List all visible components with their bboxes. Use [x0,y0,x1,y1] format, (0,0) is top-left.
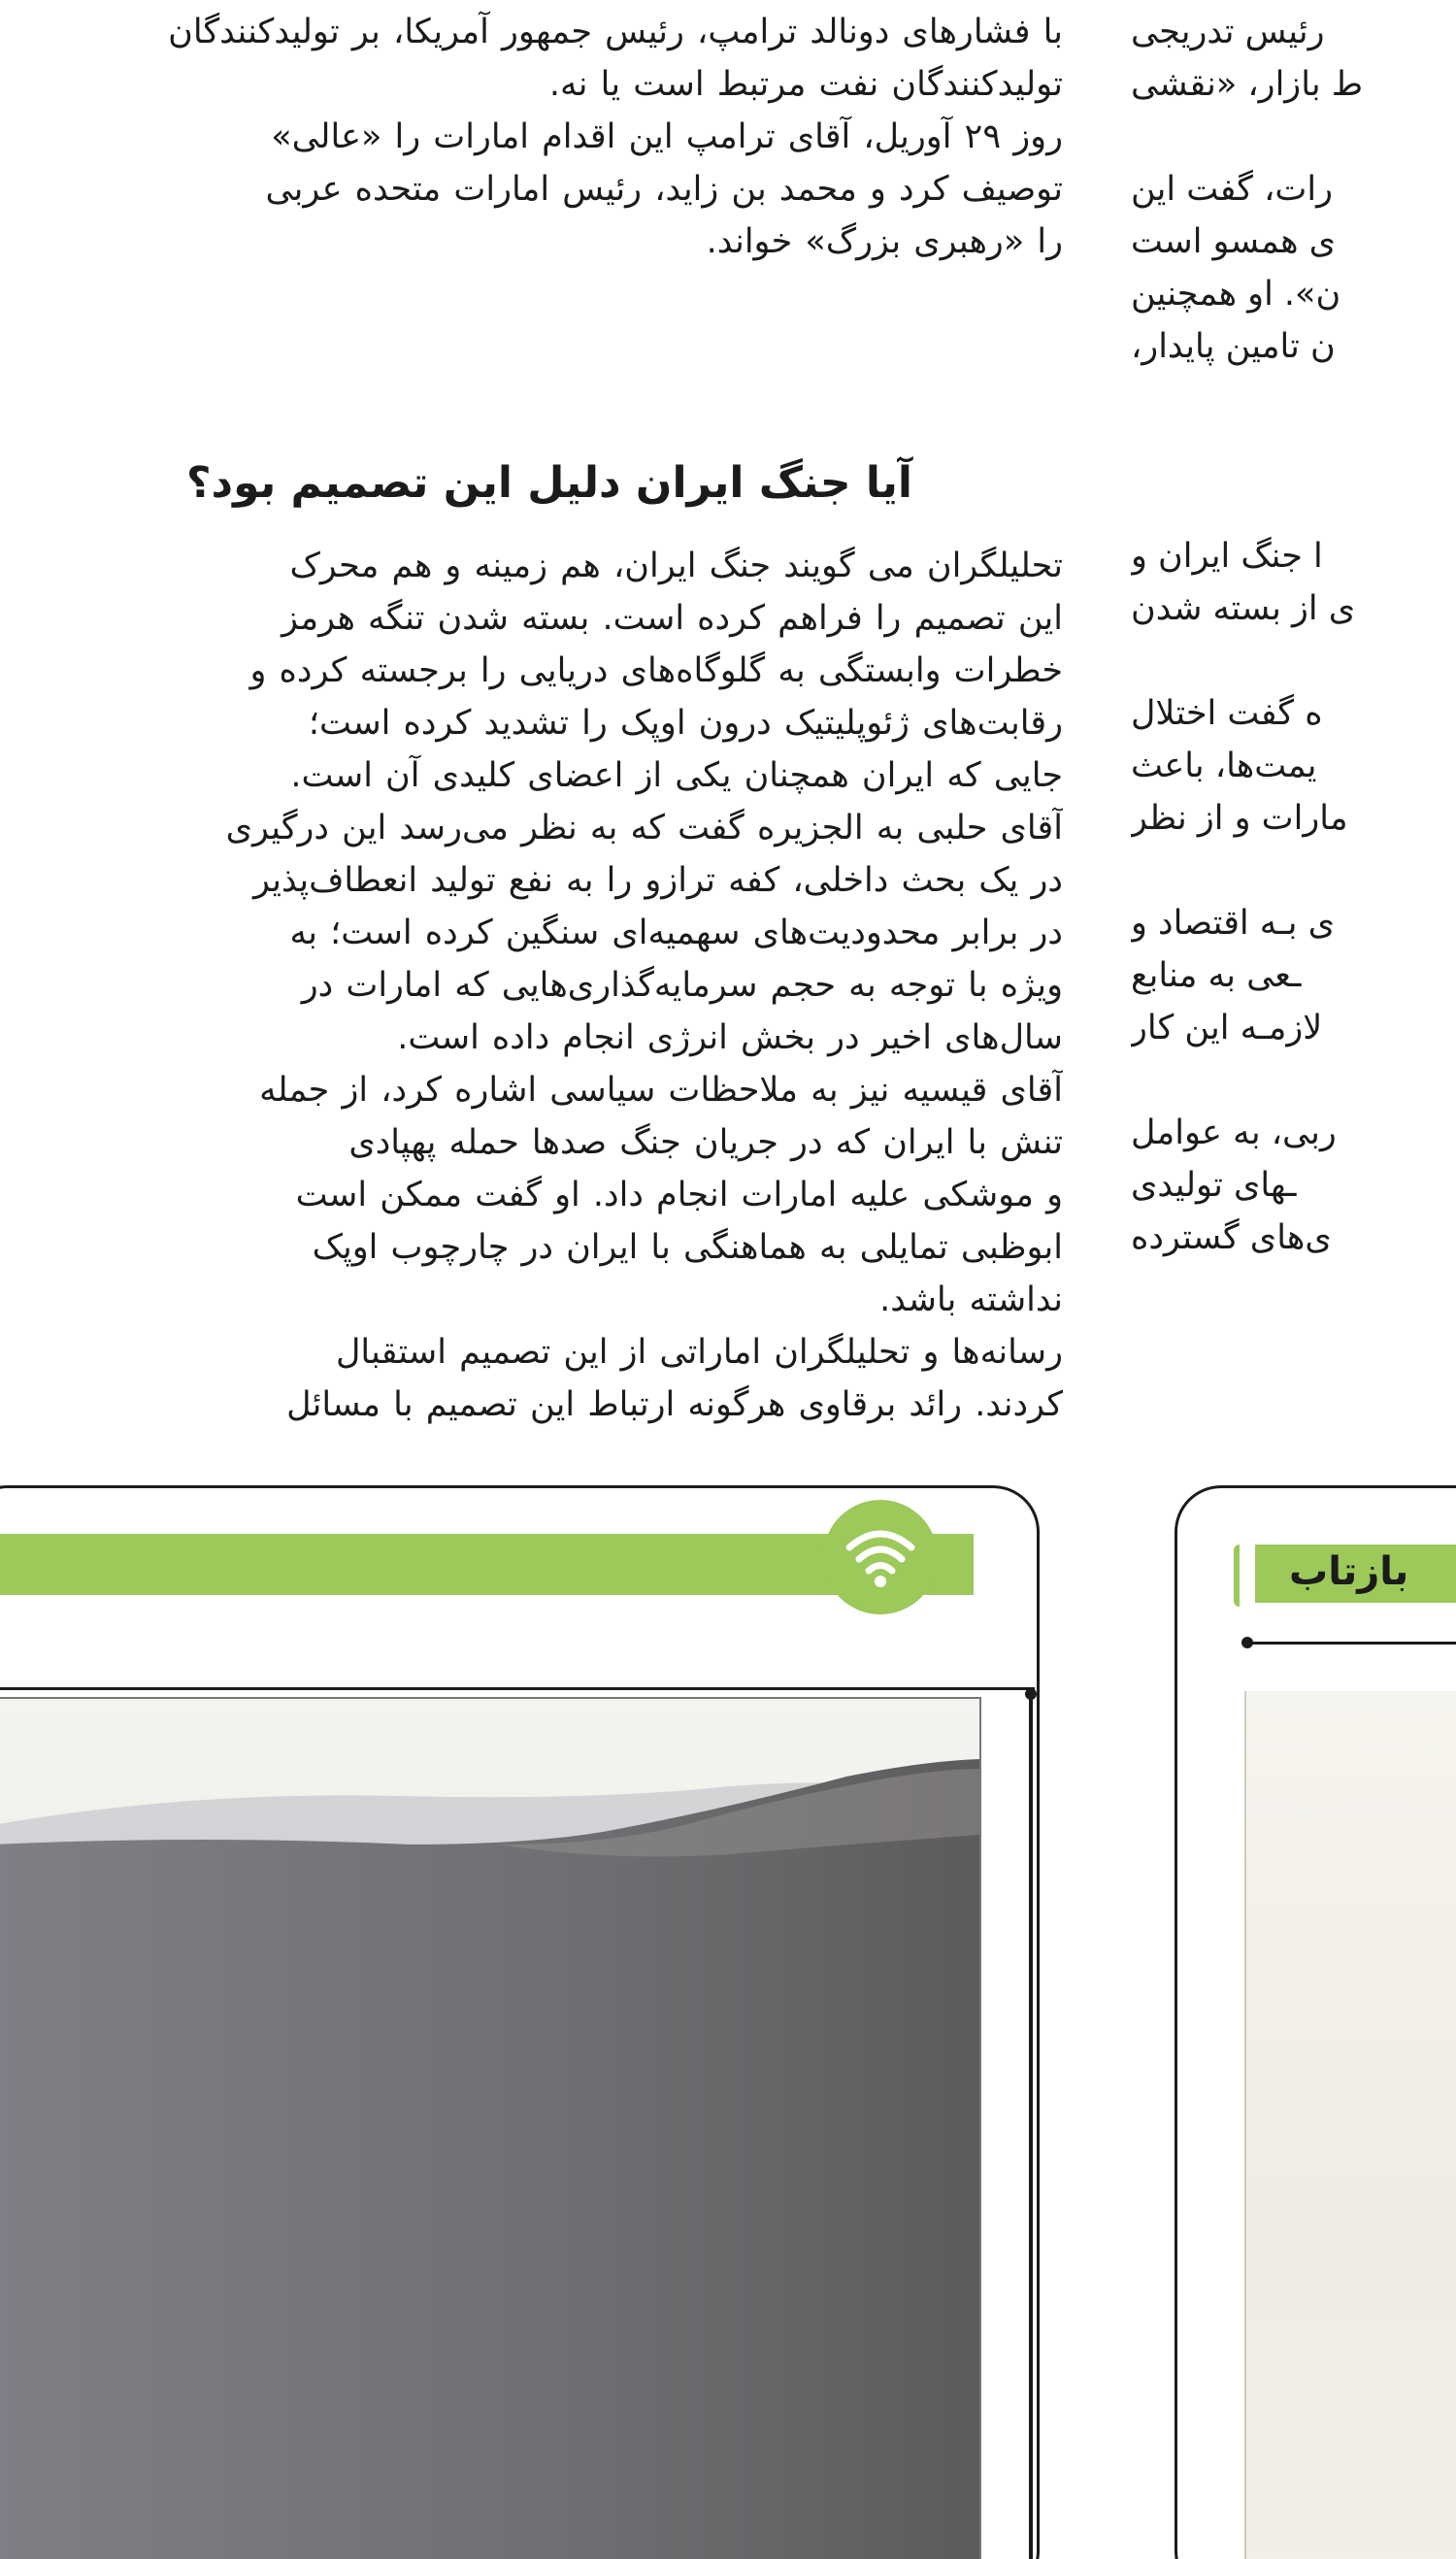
text-line [1131,111,1456,163]
text-line: ا جنگ ایران و [1131,537,1323,576]
vertical-divider [1029,1694,1033,2559]
text-line: ط بازار، «نقشی [1131,65,1364,104]
box-divider [1245,1642,1456,1645]
text-line: در برابر محدودیت‌های سهمیه‌ای سنگین کرده است؛ به [289,914,1063,952]
text-line: رقابت‌های ژئوپلیتیک درون اوپک را تشدید کرده است؛ [308,704,1063,743]
text-line: ربی، به عوامل [1131,1113,1337,1152]
text-line [1131,373,1456,425]
text-line: آقای قیسیه نیز به ملاحظات سیاسی اشاره کرد، از جمله [259,1071,1063,1110]
text-line: تحلیلگران می گویند جنگ ایران، هم زمینه و هم محرک [289,547,1063,585]
side-photo [1244,1691,1456,2559]
text-line [1131,478,1456,530]
box-title: بازتاب [1289,1549,1409,1594]
text-line: روز ۲۹ آوریل، آقای ترامپ این اقدام امارات را «عالی» [271,117,1063,156]
box-divider [0,1687,1035,1690]
text-line: ابوظبی تمایلی به هماهنگی با ایران در چارچوب اوپک [312,1228,1063,1267]
text-line: ی بـه اقتصاد و [1131,904,1336,943]
text-line: مارات و از نظر [1131,799,1348,838]
text-line [1131,635,1456,687]
text-line: ی از بسته شدن [1131,589,1356,628]
section-headline: آیا جنگ ایران دلیل این تصمیم بود؟ [186,458,912,508]
main-article-column [0,0,1063,1437]
text-line: با فشارهای دونالد ترامپ، رئیس جمهور آمریکا، بر تولیدکنندگان [168,13,1063,51]
text-line: تنش با ایران که در جریان جنگ صدها حمله پهپادی [348,1123,1063,1162]
text-line: این تصمیم را فراهم کرده است. بسته شدن تنگه هرمز [281,599,1063,638]
wifi-signal-glyph [842,1518,919,1596]
wifi-signal-icon [823,1500,938,1614]
text-line: خطرات وابستگی به گلوگاه‌های دریایی را برجسته کرده و [249,651,1063,690]
text-line: کردند. رائد برقاوی هرگونه ارتباط این تصمیم با مسائل [286,1385,1063,1424]
text-line: نداشته باشد. [879,1280,1063,1319]
article-paragraph-top [0,6,1063,268]
text-line: لازمـه این کار [1131,1009,1323,1047]
side-paragraph [1131,6,1456,1264]
landscape-photo [0,1697,981,2559]
text-line: جایی که ایران همچنان یکی از اعضای کلیدی آن است. [290,756,1063,795]
text-line: آقای حلبی به الجزیره گفت که به نظر می‌رسد این درگیری [225,809,1063,847]
side-article-column [1131,0,1456,1437]
text-line: سال‌های اخیر در بخش انرژی انجام داده است. [397,1018,1063,1057]
text-line: رات، گفت این [1131,170,1333,209]
text-line: ـعی به منابع [1131,956,1302,995]
text-line: ه گفت اختلال [1131,694,1323,733]
text-line: رئیس تدریجی [1131,13,1325,51]
text-line: رسانه‌ها و تحلیلگران اماراتی از این تصمیم استقبال [336,1333,1063,1372]
text-line: ی همسو است [1131,222,1337,261]
text-line: ـهای تولیدی [1131,1166,1297,1205]
text-line: در یک بحث داخلی، کفه ترازو را به نفع تولید انعطاف‌پذیر [252,861,1063,900]
text-line: توصیف کرد و محمد بن زاید، رئیس امارات متحده عربی [265,170,1063,209]
text-line: ویژه با توجه به حجم سرمایه‌گذاری‌هایی که امارات در [301,966,1063,1005]
text-line: ن». او همچنین [1131,275,1341,314]
article-paragraph-body [0,540,1063,1431]
landscape-illustration [0,1699,979,2559]
text-line: ن تامین پایدار، [1131,327,1336,366]
text-line: ی‌های گسترده [1131,1218,1332,1257]
text-line [1131,845,1456,897]
text-line: و موشکی علیه امارات انجام داد. او گفت ممکن است [295,1176,1063,1214]
text-line: تولیدکنندگان نفت مرتبط است یا نه. [548,65,1063,104]
text-line [1131,425,1456,478]
text-line: یمت‌ها، باعث [1131,747,1317,785]
text-line: را «رهبری بزرگ» خواند. [706,222,1063,261]
text-line [1131,1054,1456,1107]
